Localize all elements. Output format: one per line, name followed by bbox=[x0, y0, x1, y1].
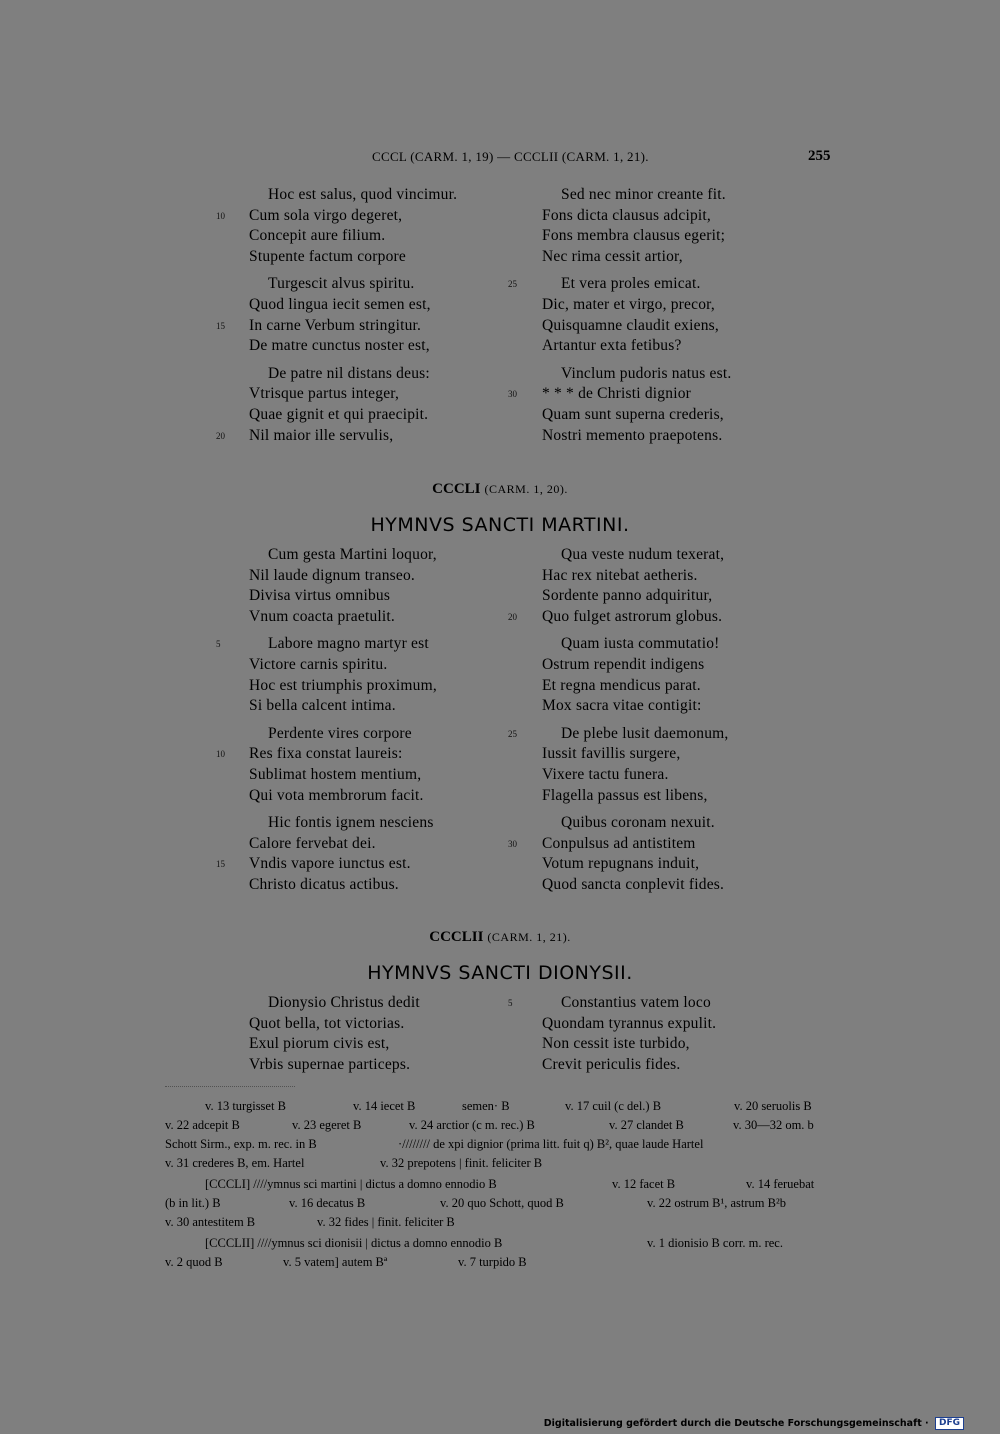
verse-line: Qui vota membrorum facit. bbox=[249, 786, 424, 804]
verse-line: Fons membra clausus egerit; bbox=[542, 227, 726, 245]
verse-line: Votum repugnans induit, bbox=[542, 855, 700, 873]
verse-line: * * * de Christi dignior bbox=[542, 385, 692, 403]
verse-line: Nec rima cessit artior, bbox=[542, 247, 683, 265]
footnote-entry: v. 20 quo Schott, quod B bbox=[440, 1196, 564, 1210]
verse-line: Exul piorum civis est, bbox=[249, 1035, 390, 1053]
page-header bbox=[0, 149, 1000, 169]
footnote-entry: v. 32 fides | finit. feliciter B bbox=[317, 1215, 455, 1229]
verse-line: Quam sunt superna crederis, bbox=[542, 406, 724, 423]
verse-line: Quam iusta commutatio! bbox=[561, 635, 720, 653]
verse-line: Dic, mater et virgo, precor, bbox=[542, 296, 715, 313]
verse-line: Hoc est triumphis proximum, bbox=[249, 676, 437, 694]
verse-line: Conpulsus ad antistitem bbox=[542, 834, 696, 852]
verse-line: Labore magno martyr est bbox=[268, 635, 429, 653]
verse-line: Vixere tactu funera. bbox=[542, 766, 669, 783]
verse-line: Sublimat hostem mentium, bbox=[249, 766, 422, 783]
footnote-entry: v. 31 crederes B, em. Hartel bbox=[165, 1156, 305, 1170]
verse-line: Nil maior ille servulis, bbox=[249, 426, 394, 444]
verse-line: Non cessit iste turbido, bbox=[542, 1035, 690, 1053]
verse-line: Quot bella, tot victorias. bbox=[249, 1014, 405, 1032]
footnote-entry: v. 24 arctior (c m. rec.) B bbox=[409, 1118, 535, 1132]
verse-line: Crevit periculis fides. bbox=[542, 1055, 681, 1073]
footnote-entry: v. 7 turpido B bbox=[458, 1255, 527, 1269]
verse-line: Cum gesta Martini loquor, bbox=[268, 546, 437, 563]
heading-cccli bbox=[0, 480, 1000, 498]
footnote-entry: v. 2 quod B bbox=[165, 1255, 223, 1269]
footnote-entry: v. 20 seruolis B bbox=[734, 1099, 812, 1113]
verse-line: Qua veste nudum texerat, bbox=[561, 546, 725, 563]
verse-line: Stupente factum corpore bbox=[249, 247, 406, 265]
footnote-entry: v. 22 adcepit B bbox=[165, 1118, 240, 1132]
line-number: 30 bbox=[508, 838, 517, 849]
verse-line: Vnum coacta praetulit. bbox=[249, 607, 395, 625]
verse-line: Quod lingua iecit semen est, bbox=[249, 296, 431, 313]
verse-line: Artantur exta fetibus? bbox=[542, 337, 682, 355]
footnote-entry: v. 16 decatus B bbox=[289, 1196, 366, 1210]
verse-line: Dionysio Christus dedit bbox=[268, 994, 420, 1011]
verse-line: Vndis vapore iunctus est. bbox=[249, 855, 411, 873]
verse-line: Quod sancta conplevit fides. bbox=[542, 876, 725, 893]
footnote-entry: (b in lit.) B bbox=[165, 1196, 221, 1210]
heading-ccclii bbox=[0, 928, 1000, 946]
footnote-entry: [CCCLI] ////ymnus sci martini | dictus a domno ennodio B bbox=[205, 1177, 497, 1191]
heading-number: CCCLI bbox=[432, 481, 481, 497]
line-number: 20 bbox=[216, 430, 225, 441]
hymn-title-dionysii: HYMNVS SANCTI DIONYSII. bbox=[367, 962, 633, 984]
verse-line: Iussit favillis surgere, bbox=[542, 745, 681, 763]
verse-line: Concepit aure filium. bbox=[249, 227, 386, 245]
verse-line: Res fixa constat laureis: bbox=[249, 745, 403, 763]
running-head: CCCL (CARM. 1, 19) — CCCLII (CARM. 1, 21). bbox=[372, 149, 649, 164]
verse-line: Vtrisque partus integer, bbox=[249, 385, 400, 403]
footnote-entry: v. 27 clandet B bbox=[609, 1118, 684, 1132]
verse-line: Mox sacra vitae contigit: bbox=[542, 697, 702, 715]
hymn-title-martini: HYMNVS SANCTI MARTINI. bbox=[370, 514, 630, 536]
verse-line: Quibus coronam nexuit. bbox=[561, 814, 715, 832]
line-number: 25 bbox=[508, 279, 517, 290]
verse-line: Calore fervebat dei. bbox=[249, 834, 376, 852]
verse-line: Fons dicta clausus adcipit, bbox=[542, 206, 711, 224]
verse-line: Victore carnis spiritu. bbox=[249, 656, 388, 673]
verse-line: Turgescit alvus spiritu. bbox=[268, 275, 415, 293]
verse-line: Divisa virtus omnibus bbox=[249, 587, 391, 605]
verse-line: Sordente panno adquiritur, bbox=[542, 587, 713, 605]
footnote-entry: v. 12 facet B bbox=[612, 1177, 676, 1191]
line-number: 25 bbox=[508, 728, 517, 739]
verse-line: Si bella calcent intima. bbox=[249, 697, 396, 715]
footnote-entry: v. 1 dionisio B corr. m. rec. bbox=[647, 1236, 783, 1250]
verse-line: Hoc est salus, quod vincimur. bbox=[268, 186, 458, 203]
verse-line: Ostrum rependit indigens bbox=[542, 656, 705, 673]
footnote-entry: v. 13 turgisset B bbox=[205, 1099, 286, 1113]
credit-text: Digitalisierung gefördert durch die Deutsche Forschungsgemeinschaft · bbox=[543, 1418, 929, 1429]
heading-reference: (CARM. 1, 20). bbox=[484, 482, 568, 496]
verse-line: Cum sola virgo degeret, bbox=[249, 206, 403, 224]
footnote-entry: Schott Sirm., exp. m. rec. in B bbox=[165, 1137, 317, 1151]
verse-line: Nil laude dignum transeo. bbox=[249, 566, 415, 584]
footnote-entry: ·//////// de xpi dignior (prima litt. fuit q) B², quae laude Hartel bbox=[398, 1137, 704, 1151]
line-number: 5 bbox=[508, 998, 513, 1008]
footnote-separator bbox=[165, 1086, 295, 1087]
footnote-entry: v. 30 antestitem B bbox=[165, 1215, 256, 1229]
verse-line: Vrbis supernae particeps. bbox=[249, 1055, 411, 1073]
dfg-logo: DFG bbox=[935, 1417, 964, 1430]
verse-line: Nostri memento praepotens. bbox=[542, 426, 723, 444]
page-number: 255 bbox=[808, 148, 831, 164]
heading-reference: (CARM. 1, 21). bbox=[487, 930, 571, 944]
verse-line: In carne Verbum stringitur. bbox=[249, 316, 422, 334]
line-number: 10 bbox=[216, 749, 225, 760]
footnote-entry: v. 5 vatem] autem Bª bbox=[283, 1255, 388, 1269]
footnote-entry: v. 22 ostrum B¹, astrum B²b bbox=[647, 1196, 786, 1210]
footnote-entry: v. 30—32 om. b bbox=[733, 1118, 814, 1132]
footnote-entry: v. 17 cuil (c del.) B bbox=[565, 1099, 662, 1113]
line-number: 20 bbox=[508, 611, 517, 622]
verse-line: Quisquamne claudit exiens, bbox=[542, 316, 719, 334]
verse-line: Sed nec minor creante fit. bbox=[561, 186, 726, 203]
verse-line: De patre nil distans deus: bbox=[268, 364, 430, 382]
footnote-entry: [CCCLII] ////ymnus sci dionisii | dictus a domno ennodio B bbox=[205, 1236, 503, 1250]
line-number: 15 bbox=[216, 320, 225, 331]
verse-line: Quo fulget astrorum globus. bbox=[542, 607, 723, 625]
verse-line: Hac rex nitebat aetheris. bbox=[542, 566, 698, 584]
verse-line: Christo dicatus actibus. bbox=[249, 876, 399, 893]
verse-line: Constantius vatem loco bbox=[561, 994, 711, 1011]
line-number: 15 bbox=[216, 859, 225, 870]
footnote-entry: v. 23 egeret B bbox=[292, 1118, 362, 1132]
verse-line: Quondam tyrannus expulit. bbox=[542, 1014, 717, 1032]
footnote-entry: v. 14 iecet B bbox=[353, 1099, 416, 1113]
heading-number: CCCLII bbox=[429, 929, 484, 945]
verse-line: Hic fontis ignem nesciens bbox=[268, 814, 434, 832]
verse-line: Et regna mendicus parat. bbox=[542, 676, 701, 694]
verse-line: De matre cunctus noster est, bbox=[249, 337, 430, 355]
footnote-entry: v. 32 prepotens | finit. feliciter B bbox=[380, 1156, 543, 1170]
verse-line: Perdente vires corpore bbox=[268, 724, 412, 742]
footnote-entry: v. 14 feruebat bbox=[746, 1177, 815, 1191]
digitization-credit[interactable] bbox=[544, 1417, 964, 1430]
line-number: 30 bbox=[508, 389, 517, 400]
line-number: 10 bbox=[216, 210, 225, 221]
verse-line: Vinclum pudoris natus est. bbox=[561, 364, 732, 382]
verse-line: Quae gignit et qui praecipit. bbox=[249, 406, 429, 423]
line-number: 5 bbox=[216, 639, 221, 650]
verse-line: Et vera proles emicat. bbox=[561, 275, 701, 293]
verse-line: Flagella passus est libens, bbox=[542, 786, 708, 804]
footnote-entry: semen· B bbox=[462, 1099, 510, 1113]
verse-line: De plebe lusit daemonum, bbox=[561, 724, 729, 742]
